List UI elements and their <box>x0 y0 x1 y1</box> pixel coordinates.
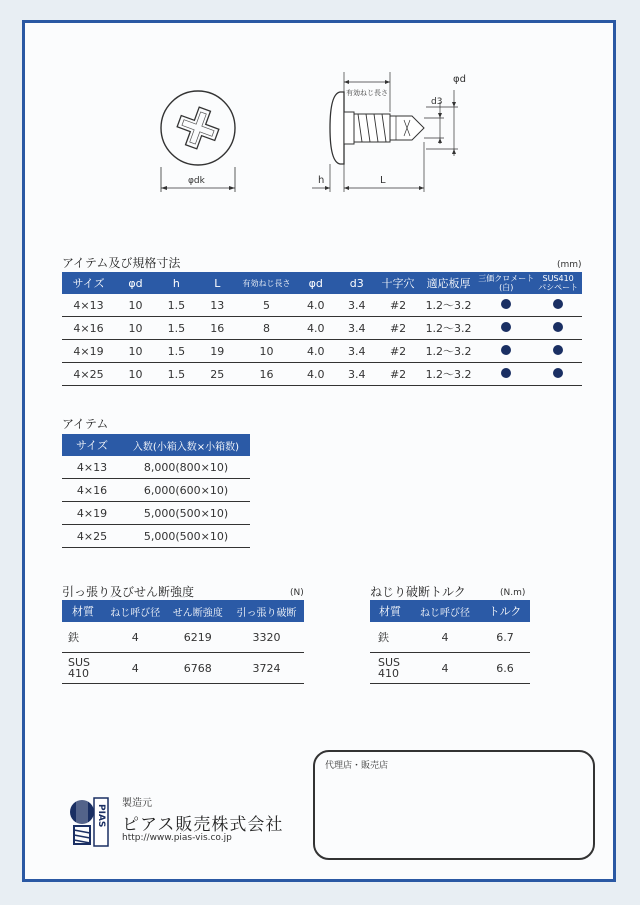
strength-unit: (N) <box>290 588 304 598</box>
screw-drawing <box>140 52 490 207</box>
spec-cell-plate: 1.2～3.2 <box>419 363 478 386</box>
spec-cell-chromate <box>478 317 534 340</box>
spec-cell-plate: 1.2～3.2 <box>419 294 478 317</box>
torque-header-nominal: ねじ呼び径 <box>410 600 480 622</box>
spec-cell-size: 4×13 <box>62 294 115 317</box>
items-cell-qty: 5,000(500×10) <box>122 502 250 525</box>
spec-cell-cross: #2 <box>377 317 419 340</box>
spec-cell-cross: #2 <box>377 294 419 317</box>
spec-cell-L: 16 <box>197 317 238 340</box>
dim-d3-label: d3 <box>431 97 443 107</box>
strength-header-nominal: ねじ呼び径 <box>104 600 167 622</box>
available-dot <box>553 345 563 355</box>
spec-title: アイテム及び規格寸法 <box>62 256 181 270</box>
torque-cell-nominal: 4 <box>410 653 480 684</box>
spec-cell-size: 4×25 <box>62 363 115 386</box>
spec-cell-plate: 1.2～3.2 <box>419 317 478 340</box>
available-dot <box>501 299 511 309</box>
spec-header-d2: φd <box>295 272 336 294</box>
strength-material-line2: 410 <box>68 667 89 680</box>
spec-header-h: h <box>156 272 197 294</box>
spec-cell-L: 19 <box>197 340 238 363</box>
spec-unit: (mm) <box>557 260 582 270</box>
torque-material-line2: 410 <box>378 667 399 680</box>
spec-cell-effective: 16 <box>238 363 296 386</box>
spec-header-size: サイズ <box>62 272 115 294</box>
spec-cell-chromate <box>478 294 534 317</box>
strength-row <box>62 622 304 653</box>
spec-cell-effective: 5 <box>238 294 296 317</box>
spec-header-sus-line2: パシペート <box>538 283 579 292</box>
strength-cell-material <box>62 622 104 653</box>
strength-cell-nominal: 4 <box>104 622 167 653</box>
spec-cell-cross: #2 <box>377 340 419 363</box>
available-dot <box>501 322 511 332</box>
spec-cell-sus <box>534 340 582 363</box>
spec-header-cross: 十字穴 <box>377 272 419 294</box>
torque-table <box>370 600 530 684</box>
strength-header-tensile: 引っ張り破断 <box>229 600 304 622</box>
strength-table <box>62 600 304 684</box>
items-cell-qty: 5,000(500×10) <box>122 525 250 548</box>
items-row <box>62 456 250 479</box>
dim-effective-label: 有効ねじ長さ <box>346 89 388 97</box>
items-row <box>62 502 250 525</box>
spec-cell-size: 4×16 <box>62 317 115 340</box>
spec-cell-L: 13 <box>197 294 238 317</box>
spec-cell-L: 25 <box>197 363 238 386</box>
dim-dk-label: φdk <box>188 176 205 186</box>
available-dot <box>501 345 511 355</box>
spec-cell-h: 1.5 <box>156 294 197 317</box>
company-url[interactable]: http://www.pias-vis.co.jp <box>122 833 232 843</box>
strength-cell-nominal: 4 <box>104 653 167 684</box>
torque-cell-nominal: 4 <box>410 622 480 653</box>
spec-cell-effective: 8 <box>238 317 296 340</box>
strength-material-line1: SUS <box>68 656 91 669</box>
items-header-size: サイズ <box>62 434 122 456</box>
spec-header-sus <box>534 272 582 294</box>
items-cell-qty: 8,000(800×10) <box>122 456 250 479</box>
dim-h-label: h <box>318 175 325 186</box>
strength-title: 引っ張り及びせん断強度 <box>62 585 195 599</box>
spec-cell-d: 10 <box>115 363 156 386</box>
spec-cell-d3: 3.4 <box>336 294 377 317</box>
spec-cell-sus <box>534 294 582 317</box>
strength-cell-tensile: 3320 <box>229 622 304 653</box>
items-row <box>62 479 250 502</box>
spec-header-chromate <box>478 272 534 294</box>
items-header-row <box>62 434 250 456</box>
spec-cell-d: 10 <box>115 317 156 340</box>
items-table <box>62 434 250 548</box>
available-dot <box>553 368 563 378</box>
spec-cell-sus <box>534 317 582 340</box>
spec-cell-d3: 3.4 <box>336 317 377 340</box>
spec-cell-h: 1.5 <box>156 340 197 363</box>
torque-row <box>370 622 530 653</box>
spec-header-plate: 適応板厚 <box>419 272 478 294</box>
items-cell-size: 4×19 <box>62 502 122 525</box>
torque-header-material: 材質 <box>370 600 410 622</box>
spec-cell-chromate <box>478 340 534 363</box>
spec-row <box>62 294 582 317</box>
torque-material-line1: SUS <box>378 656 401 669</box>
company-name: ピアス販売株式会社 <box>122 815 284 835</box>
torque-cell-material <box>370 622 410 653</box>
spec-cell-d: 10 <box>115 294 156 317</box>
spec-header-chromate-line2: (白) <box>499 283 514 292</box>
spec-cell-cross: #2 <box>377 363 419 386</box>
spec-cell-sus <box>534 363 582 386</box>
strength-cell-shear: 6219 <box>167 622 230 653</box>
spec-cell-d3: 3.4 <box>336 363 377 386</box>
spec-row <box>62 363 582 386</box>
strength-header-shear: せん断強度 <box>167 600 230 622</box>
items-cell-size: 4×25 <box>62 525 122 548</box>
torque-unit: (N.m) <box>500 588 526 598</box>
spec-cell-plate: 1.2～3.2 <box>419 340 478 363</box>
strength-row <box>62 653 304 684</box>
items-cell-size: 4×13 <box>62 456 122 479</box>
items-title: アイテム <box>62 417 109 431</box>
spec-row <box>62 340 582 363</box>
available-dot <box>501 368 511 378</box>
dim-d-label: φd <box>453 74 466 85</box>
torque-header-row <box>370 600 530 622</box>
vendor-label: 代理店・販売店 <box>325 761 389 771</box>
spec-cell-size: 4×19 <box>62 340 115 363</box>
spec-cell-chromate <box>478 363 534 386</box>
spec-header-d3: d3 <box>336 272 377 294</box>
torque-cell-material <box>370 653 410 684</box>
spec-cell-h: 1.5 <box>156 317 197 340</box>
spec-header-effective: 有効ねじ長さ <box>238 272 296 294</box>
strength-header-material: 材質 <box>62 600 104 622</box>
vendor-stamp-box <box>313 750 595 860</box>
spec-header-sus-line1: SUS410 <box>542 274 574 283</box>
spec-cell-d2: 4.0 <box>295 317 336 340</box>
items-header-qty: 入数(小箱入数×小箱数) <box>122 434 250 456</box>
spec-cell-d2: 4.0 <box>295 340 336 363</box>
spec-header-d: φd <box>115 272 156 294</box>
spec-cell-d3: 3.4 <box>336 340 377 363</box>
spec-table <box>62 272 582 386</box>
spec-row <box>62 317 582 340</box>
spec-cell-h: 1.5 <box>156 363 197 386</box>
strength-cell-material <box>62 653 104 684</box>
available-dot <box>553 299 563 309</box>
spec-header-chromate-line1: 三価クロメート <box>478 274 535 283</box>
dim-L-label: L <box>380 175 386 186</box>
strength-cell-tensile: 3724 <box>229 653 304 684</box>
torque-row <box>370 653 530 684</box>
maker-label: 製造元 <box>122 798 152 809</box>
spec-header-L: L <box>197 272 238 294</box>
strength-cell-shear: 6768 <box>167 653 230 684</box>
spec-cell-d2: 4.0 <box>295 294 336 317</box>
spec-header-row <box>62 272 582 294</box>
torque-cell-torque: 6.7 <box>480 622 530 653</box>
strength-header-row <box>62 600 304 622</box>
spec-cell-effective: 10 <box>238 340 296 363</box>
items-row <box>62 525 250 548</box>
torque-title: ねじり破断トルク <box>370 585 466 599</box>
torque-header-torque: トルク <box>480 600 530 622</box>
company-logo <box>62 792 118 848</box>
logo-text: PIAS <box>96 804 106 828</box>
items-cell-qty: 6,000(600×10) <box>122 479 250 502</box>
items-cell-size: 4×16 <box>62 479 122 502</box>
torque-cell-torque: 6.6 <box>480 653 530 684</box>
torque-material-line1: 鉄 <box>378 630 389 644</box>
available-dot <box>553 322 563 332</box>
strength-material-line1: 鉄 <box>68 630 79 644</box>
spec-cell-d2: 4.0 <box>295 363 336 386</box>
spec-cell-d: 10 <box>115 340 156 363</box>
